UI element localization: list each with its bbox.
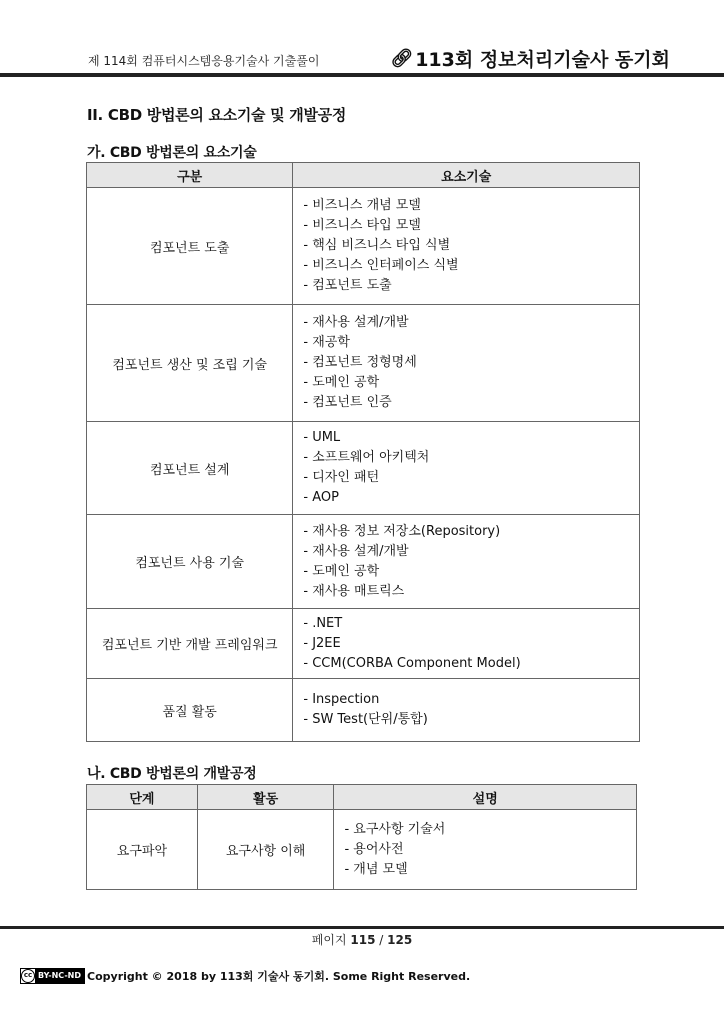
list-item: - 컴포넌트 도출 — [303, 278, 392, 293]
header-doc-title: 제 114회 컴퓨터시스템응용기술사 기출풀이 — [88, 54, 320, 68]
copyright-text: Copyright © 2018 by 113회 기술사 동기회. Some Right Reserved. — [87, 970, 471, 983]
list-item: - SW Test(단위/통합) — [303, 712, 428, 727]
list-item: - CCM(CORBA Component Model) — [303, 655, 521, 671]
section-title: II. CBD 방법론의 요소기술 및 개발공정 — [87, 106, 347, 124]
page-current: 115 — [350, 933, 376, 947]
list-item: - 재공학 — [303, 335, 350, 350]
list-item: - 용어사전 — [344, 841, 404, 857]
page-label: 페이지 — [311, 933, 347, 947]
row-activity: 요구사항 이해 — [197, 810, 334, 890]
table2-title: 나. CBD 방법론의 개발공정 — [87, 766, 257, 782]
list-item: - 재사용 정보 저장소(Repository) — [303, 523, 501, 539]
table-row — [87, 188, 640, 305]
list-item: - 도메인 공학 — [303, 563, 380, 579]
row-category: 컴포넌트 기반 개발 프레임워크 — [87, 609, 293, 679]
list-item: - J2EE — [303, 635, 341, 651]
row-category: 컴포넌트 사용 기술 — [87, 515, 293, 609]
header-group-name — [390, 45, 670, 72]
header-group-text: 113회 정보처리기술사 동기회 — [415, 49, 670, 71]
copyright-footer — [20, 968, 470, 984]
list-item: - UML — [303, 430, 341, 445]
list-item: - 재사용 설계/개발 — [303, 543, 409, 559]
row-items — [293, 515, 640, 609]
table-row — [87, 609, 640, 679]
table-row — [87, 422, 640, 515]
header-divider — [0, 73, 724, 77]
list-item: - 비즈니스 타입 모델 — [303, 218, 421, 233]
table-header-row — [87, 785, 637, 810]
header-stage: 단계 — [87, 785, 198, 810]
list-item: - 개념 모델 — [344, 861, 408, 877]
header-element-tech: 요소기술 — [293, 163, 640, 188]
page-total: 125 — [387, 933, 413, 947]
row-category: 품질 활동 — [87, 679, 293, 742]
header-activity: 활동 — [197, 785, 334, 810]
license-type: BY-NC-ND — [35, 969, 84, 983]
row-category: 컴포넌트 설계 — [87, 422, 293, 515]
list-item: - 재사용 매트릭스 — [303, 583, 405, 599]
row-items — [293, 305, 640, 422]
row-stage: 요구파악 — [87, 810, 198, 890]
list-item: - 재사용 설계/개발 — [303, 315, 409, 330]
cc-license-badge — [20, 968, 85, 984]
row-items — [293, 679, 640, 742]
list-item: - 소프트웨어 아키텍처 — [303, 450, 430, 465]
list-item: - 도메인 공학 — [303, 375, 380, 390]
list-item: - 디자인 패턴 — [303, 470, 380, 485]
list-item: - 비즈니스 인터페이스 식별 — [303, 258, 459, 273]
footer-divider — [0, 926, 724, 929]
row-items — [293, 188, 640, 305]
row-category: 컴포넌트 도출 — [87, 188, 293, 305]
table-row — [87, 810, 637, 890]
table-row — [87, 679, 640, 742]
list-item: - .NET — [303, 615, 343, 631]
list-item: - 컴포넌트 인증 — [303, 395, 392, 410]
row-category: 컴포넌트 생산 및 조립 기술 — [87, 305, 293, 422]
list-item: - 컴포넌트 정형명세 — [303, 355, 417, 370]
list-item: - Inspection — [303, 692, 380, 707]
page-separator: / — [379, 933, 384, 947]
page-number — [0, 931, 724, 948]
dev-process-table — [86, 784, 637, 890]
table1-title: 가. CBD 방법론의 요소기술 — [87, 145, 257, 161]
row-items — [293, 609, 640, 679]
table-header-row — [87, 163, 640, 188]
list-item: - 요구사항 기술서 — [344, 821, 446, 837]
link-icon: 🔗︎ — [390, 48, 414, 69]
list-item: - 핵심 비즈니스 타입 식별 — [303, 238, 451, 253]
table-row — [87, 515, 640, 609]
row-items — [334, 810, 637, 890]
list-item: - AOP — [303, 490, 339, 505]
header-description: 설명 — [334, 785, 637, 810]
row-items — [293, 422, 640, 515]
table-row — [87, 305, 640, 422]
header-category: 구분 — [87, 163, 293, 188]
list-item: - 비즈니스 개념 모델 — [303, 198, 421, 213]
cc-icon: cc — [21, 969, 35, 983]
element-tech-table — [86, 162, 640, 742]
